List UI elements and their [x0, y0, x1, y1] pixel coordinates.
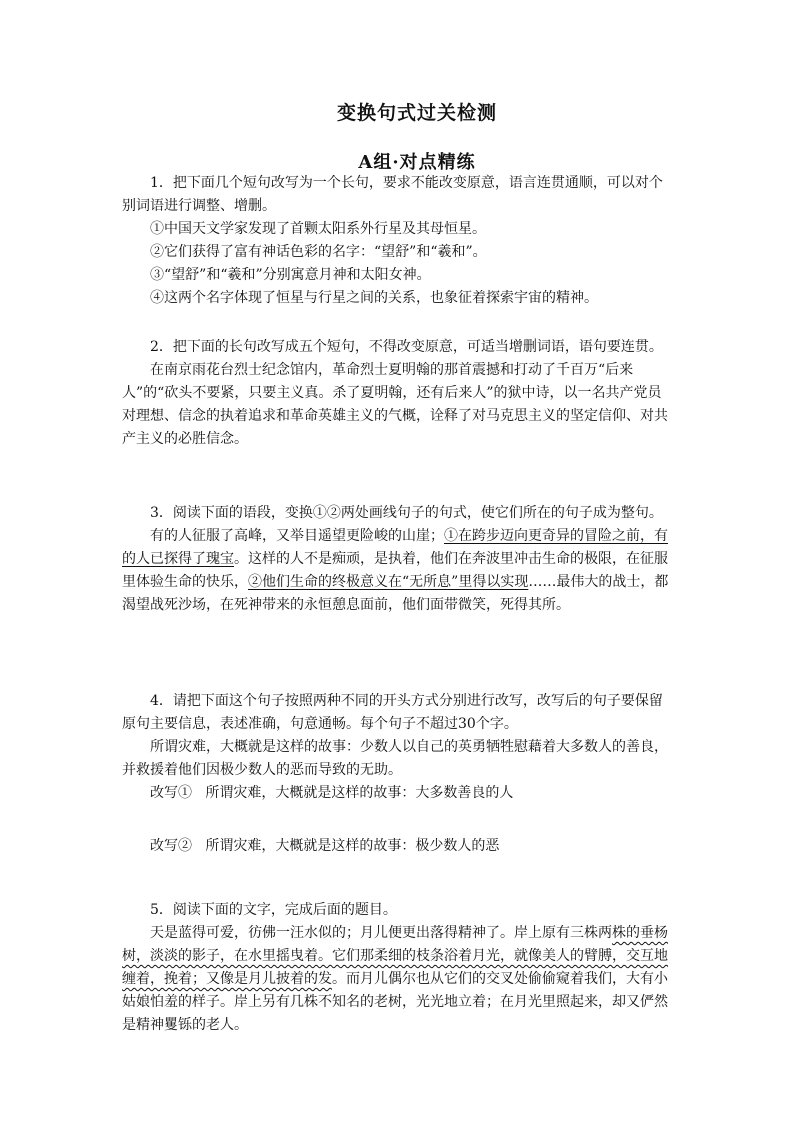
question-4-stem: 4．请把下面这个句子按照两种不同的开头方式分别进行改写，改写后的句子要保留原句主要信息，表述准确，句意通畅。每个句子不超过30个字。: [122, 693, 663, 732]
question-2-stem: 2．把下面的长句改写成五个短句，不得改变原意，可适当增删词语，语句要连贯。: [150, 339, 663, 355]
question-1-item: ③“望舒”和“羲和”分别寓意月神和太阳女神。: [150, 267, 431, 283]
passage-text: 天是蓝得可爱，彷佛一汪水似的；月儿便更出落得精神了。岸上原有三株两: [150, 925, 612, 941]
rewrite-1: [122, 782, 674, 805]
rewrite-1-text: 所谓灾难，大概就是这样的故事：大多数善良的人: [205, 785, 514, 801]
question-2: [122, 336, 674, 451]
question-1-item: ①中国天文学家发现了首颗太阳系外行星及其母恒星。: [150, 221, 486, 237]
rewrite-2-text: 所谓灾难，大概就是这样的故事：极少数人的恶: [205, 838, 500, 854]
question-5: [122, 899, 674, 1037]
question-1-item: ②它们获得了富有神话色彩的名字：“望舒”和“羲和”。: [150, 244, 487, 260]
underlined-sentence-2: ②他们生命的终极意义在“无所息”里得以实现: [248, 574, 529, 590]
question-3-passage: [122, 525, 674, 617]
rewrite-2-label: 改写②: [150, 838, 192, 854]
question-4-sentence: 所谓灾难，大概就是这样的故事：少数人以自己的英勇牺牲慰藉着大多数人的善良，并救援着他们因极少数人的恶而导致的无助。: [122, 739, 668, 778]
section-heading: A组·对点精练: [358, 152, 476, 173]
question-2-passage: 在南京雨花台烈士纪念馆内，革命烈士夏明翰的那首震撼和打动了千百万“后来人”的“砍头不要紧，只要主义真。杀了夏明翰，还有后来人”的狱中诗，以一名共产党员对理想、信念的执着追求和革命英雄主义的气概，诠释了对马克思主义的坚定信仰、对共产主义的必胜信念。: [122, 362, 668, 447]
question-4: [122, 690, 674, 805]
question-3-stem: 3．阅读下面的语段，变换①②两处画线句子的句式，使它们所在的句子成为整句。: [150, 505, 663, 521]
passage-text: 。这样的人不是痴顽，是执着，他们在奔波里冲击生命的极限，在征服里体验生命的快乐，: [122, 551, 668, 590]
question-1-item: ④这两个名字体现了恒星与行星之间的关系，也象征着探索宇宙的精神。: [150, 290, 598, 306]
page-title: 变换句式过关检测: [336, 102, 497, 124]
passage-text: 有的人征服了高峰，又举目遥望更险峻的山崖；: [150, 528, 444, 544]
question-3: [122, 502, 674, 617]
passage-text: ……最伟大的战士，都渴望战死沙场，在死神带来的永恒憩息面前，他们面带微笑，死得其所。: [122, 574, 669, 613]
rewrite-1-label: 改写①: [150, 785, 192, 801]
passage-text: 。而月儿偶尔也从它们的交叉处偷偷窥着我们，大有小姑娘怕羞的样子。岸上另有几株不知名的老树，光光地立着；在月光里照起来，却又俨然是精神矍铄的老人。: [122, 971, 668, 1033]
underlined-sentence-1: ①在跨步迈向更奇异的冒险之前，有的人已探得了瑰宝: [122, 528, 668, 567]
question-1: [122, 172, 674, 310]
question-1-stem: 1．把下面几个短句改写为一个长句，要求不能改变原意，语言连贯通顺，可以对个别词语进行调整、增删。: [122, 175, 663, 214]
wavy-underlined-text: 株的垂杨树，淡淡的影子，在水里摇曳着。它们那柔细的枝条浴着月光，就像美人的臂膊，交互地缠着，挽着；又像是月儿披着的发: [122, 925, 668, 987]
question-5-passage: [122, 922, 674, 1037]
question-5-stem: 5．阅读下面的文字，完成后面的题目。: [150, 902, 397, 918]
rewrite-2: [122, 835, 674, 858]
